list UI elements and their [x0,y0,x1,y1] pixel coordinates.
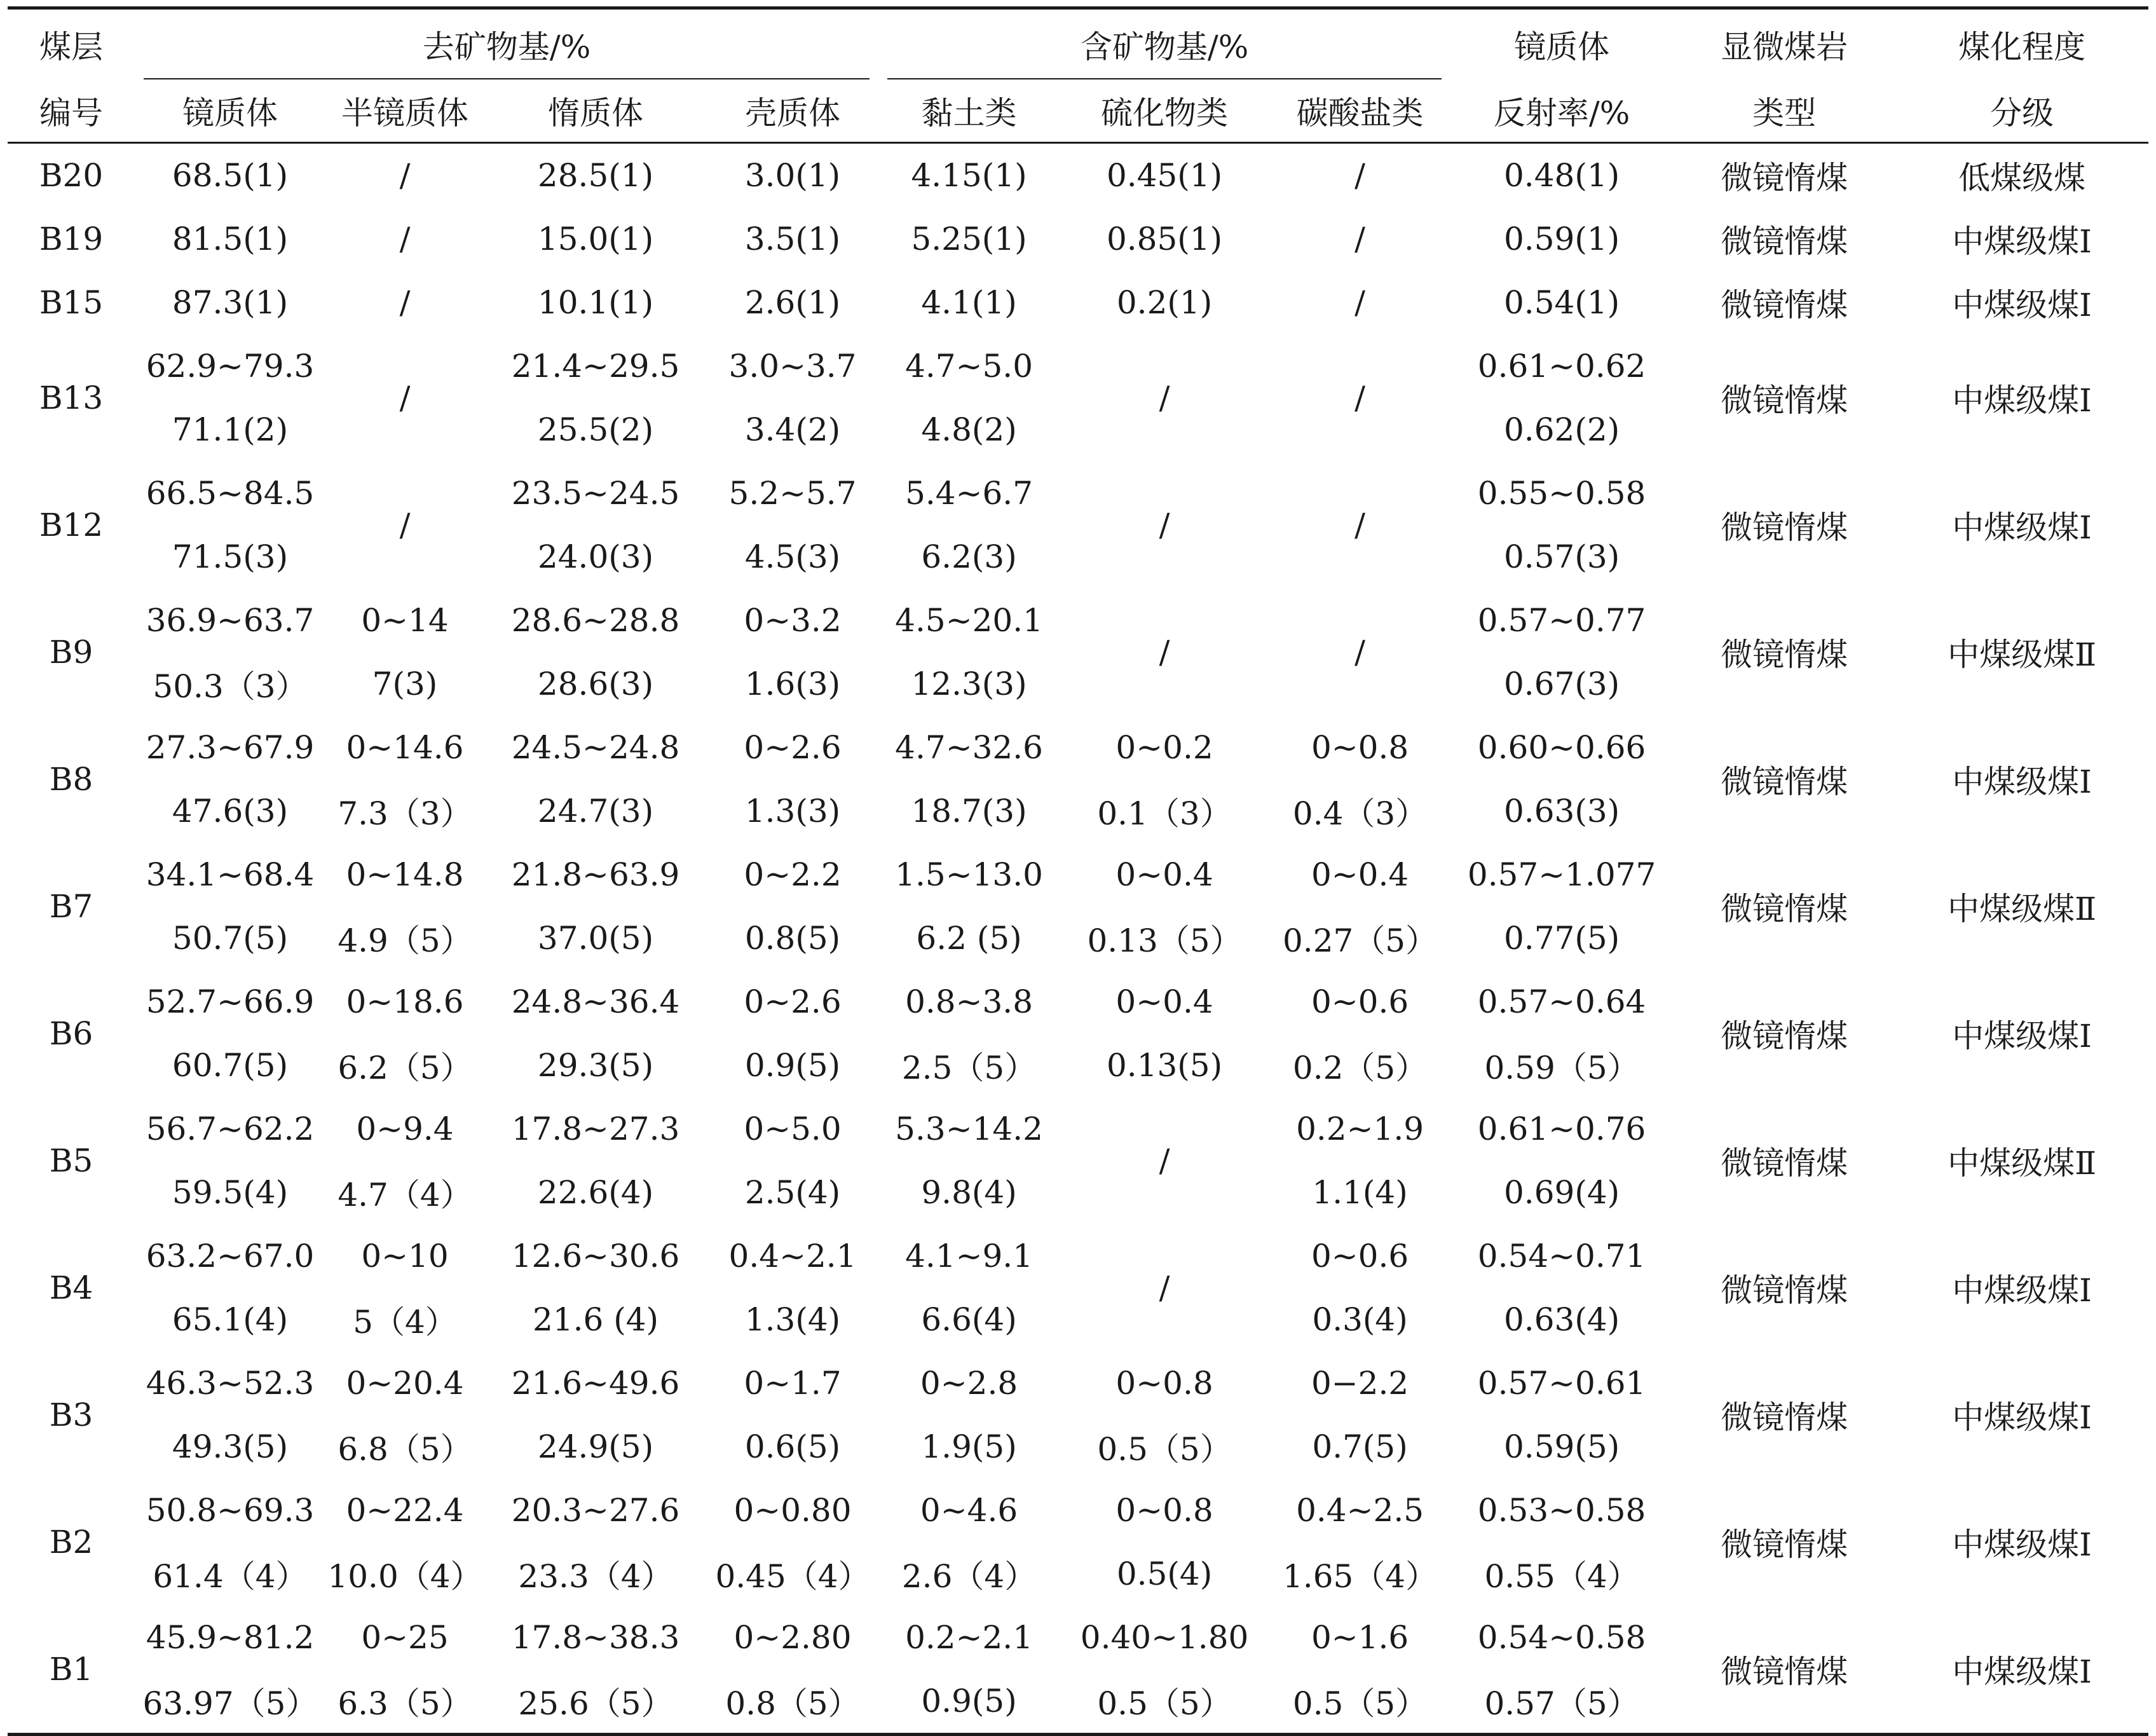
clay-cell-range: 0~4.6 [920,1492,1018,1529]
sulfide-cell-range: 0~0.4 [1116,856,1213,893]
semivitrinite-cell-range: 0~22.4 [346,1492,464,1529]
reflectance-cell-mean: 0.55（4） [1484,1558,1639,1595]
lithotype-cell: 微镜惰煤 [1721,382,1848,419]
clay-cell-range: 4.7~5.0 [905,348,1034,385]
table-row [8,716,2148,779]
exinite-cell-mean: 4.5(3) [744,538,841,575]
semivitrinite-cell-mean: 6.3（5） [325,1669,484,1735]
carbonate-cell-mean: 0.4（3） [1292,795,1428,832]
inertinite-cell-range: 24.5~24.8 [511,729,680,766]
reflectance-cell-mean: 0.57（5） [1450,1669,1673,1735]
rank-cell: 中煤级煤Ⅰ [1952,763,2092,800]
vitrinite-cell-range: 63.2~67.0 [146,1238,315,1275]
inertinite-cell-mean: 24.0(3) [537,538,654,575]
inertinite-cell-range: 17.8~27.3 [511,1111,680,1147]
header-semivitrinite: 半镜质体 [325,79,484,143]
lithotype-cell: 微镜惰煤 [1721,763,1848,800]
exinite-cell: 3.5(1) [744,221,841,257]
table-row [8,1351,2148,1415]
clay-cell-range: 0.8~3.8 [905,983,1034,1020]
inertinite-cell-mean: 37.0(5) [537,920,654,957]
inertinite-cell-mean: 22.6(4) [537,1174,654,1211]
carbonate-cell-range: 0~0.8 [1311,729,1409,766]
header-lithotype-line2: 类型 [1673,79,1895,143]
table-row [8,1097,2148,1161]
inertinite-cell-mean: 24.7(3) [537,793,654,830]
reflectance-cell-range: 0.54~0.58 [1477,1619,1646,1656]
semivitrinite-cell-range: 0~10 [361,1238,449,1275]
header-group-mineral-bearing: 含矿物基/% [878,8,1450,80]
carbonate-cell: / [1354,157,1365,194]
exinite-cell-range: 0~5.0 [744,1111,842,1147]
lithotype-cell: 微镜惰煤 [1721,509,1848,546]
seam-id-cell: B4 [49,1269,93,1306]
vitrinite-cell-mean: 71.5(3) [172,538,289,575]
carbonate-cell-mean: 0.7(5) [1312,1428,1408,1465]
carbonate-cell-range: 0~0.6 [1311,1238,1409,1275]
exinite-cell-mean: 0.9(5) [744,1047,841,1084]
clay-cell-range: 4.1~9.1 [905,1238,1034,1275]
clay-cell: 5.25(1) [911,221,1027,257]
inertinite-cell-range: 28.6~28.8 [511,602,680,639]
table-header [8,8,2148,143]
lithotype-cell: 微镜惰煤 [1721,1399,1848,1436]
inertinite-cell-range: 21.4~29.5 [511,348,680,385]
semivitrinite-cell: / [399,284,411,321]
exinite-cell: 2.6(1) [744,284,841,321]
vitrinite-cell-range: 45.9~81.2 [146,1619,315,1656]
rank-cell: 中煤级煤Ⅱ [1948,891,2097,927]
header-reflectance-line2: 反射率/% [1450,79,1673,143]
table-row [8,334,2148,398]
seam-id-cell: B1 [8,1606,135,1735]
vitrinite-cell-mean: 49.3(5) [172,1428,289,1465]
seam-id-cell: B9 [49,634,93,671]
sulfide-cell-mean: 0.5（5） [1060,1669,1269,1735]
semivitrinite-cell-range: 0~14.8 [346,856,464,893]
reflectance-cell-mean: 0.63(3) [1504,793,1620,830]
clay-cell-range: 0.2~2.1 [905,1619,1034,1656]
lithotype-cell: 微镜惰煤 [1721,223,1848,260]
exinite-cell-range: 3.0~3.7 [728,348,857,385]
vitrinite-cell-mean: 61.4（4） [153,1558,308,1595]
inertinite-cell-mean: 24.9(5) [537,1428,654,1465]
reflectance-cell-mean: 0.62(2) [1504,411,1620,448]
vitrinite-cell-range: 27.3~67.9 [146,729,315,766]
exinite-cell-range: 0~2.6 [744,983,842,1020]
clay-cell-range: 1.5~13.0 [895,856,1043,893]
lithotype-cell: 微镜惰煤 [1721,636,1848,673]
inertinite-cell-mean: 21.6 (4) [532,1301,659,1338]
clay-cell-mean: 2.5（5） [901,1049,1037,1086]
rank-cell: 中煤级煤Ⅰ [1952,509,2092,546]
exinite-cell-mean: 2.5(4) [744,1174,841,1211]
clay-cell-range: 4.5~20.1 [895,602,1043,639]
vitrinite-cell-range: 66.5~84.5 [146,475,315,512]
table-row [8,843,2148,906]
header-inertinite: 惰质体 [484,79,707,143]
clay-cell-range: 4.7~32.6 [895,729,1043,766]
exinite-cell-mean: 1.3(3) [744,793,841,830]
sulfide-cell-mean: 0.13(5) [1106,1047,1223,1084]
semivitrinite-cell-mean: 4.9（5） [338,922,472,959]
reflectance-cell-mean: 0.59(5) [1504,1428,1620,1465]
rank-cell: 中煤级煤Ⅰ [1952,1399,2092,1436]
header-sulfide: 硫化物类 [1060,79,1269,143]
reflectance-cell-range: 0.61~0.76 [1477,1111,1646,1147]
clay-cell: 4.15(1) [911,157,1027,194]
clay-cell-mean: 6.2(3) [921,538,1017,575]
lithotype-cell: 微镜惰煤 [1721,891,1848,927]
rank-cell: 中煤级煤Ⅰ [1952,1526,2092,1563]
header-group-mineral-free: 去矿物基/% [135,8,878,80]
clay-cell-range: 5.4~6.7 [905,475,1034,512]
carbonate-cell-range: 0−2.2 [1311,1365,1409,1402]
header-rank-line2: 分级 [1895,79,2148,143]
seam-id-cell: B13 [39,379,104,416]
sulfide-cell: / [1159,1269,1170,1306]
clay-cell-mean: 4.8(2) [921,411,1017,448]
semivitrinite-cell-range: 0~20.4 [346,1365,464,1402]
vitrinite-cell: 81.5(1) [172,221,289,257]
carbonate-cell: / [1354,284,1365,321]
seam-id-cell: B12 [39,507,104,543]
table-row [8,143,2148,208]
header-seam-line2: 编号 [8,79,135,143]
inertinite-cell-mean: 28.6(3) [537,666,654,702]
inertinite-cell-range: 21.6~49.6 [511,1365,680,1402]
carbonate-cell-mean: 0.3(4) [1312,1301,1408,1338]
carbonate-cell-mean: 1.1(4) [1312,1174,1408,1211]
semivitrinite-cell-range: 0~9.4 [356,1111,454,1147]
header-exinite: 壳质体 [707,79,878,143]
vitrinite-cell-range: 56.7~62.2 [146,1111,315,1147]
exinite-cell-range: 0.4~2.1 [728,1238,857,1275]
carbonate-cell-mean: 0.5（5） [1269,1669,1450,1735]
rank-cell: 低煤级煤 [1958,160,2086,196]
semivitrinite-cell-mean: 5（4） [353,1304,457,1341]
exinite-cell-mean: 0.8(5) [744,920,841,957]
reflectance-cell-range: 0.57~0.77 [1477,602,1646,639]
sulfide-cell-range: 0.40~1.80 [1080,1619,1249,1656]
reflectance-cell-range: 0.53~0.58 [1477,1492,1646,1529]
rank-cell: 中煤级煤Ⅱ [1948,636,2097,673]
table-row [8,207,2148,271]
semivitrinite-cell-mean: 10.0（4） [327,1558,482,1595]
inertinite-cell: 10.1(1) [537,284,654,321]
carbonate-cell-range: 0.4~2.5 [1296,1492,1424,1529]
semivitrinite-cell-range: 0~18.6 [346,983,464,1020]
sulfide-cell-mean: 0.1（3） [1097,795,1232,832]
exinite-cell-range: 0~2.2 [744,856,842,893]
seam-id-cell: B8 [49,761,93,798]
table-row [8,461,2148,525]
reflectance-cell-mean: 0.63(4) [1504,1301,1620,1338]
rank-cell: 中煤级煤Ⅰ [1952,223,2092,260]
exinite-cell-range: 5.2~5.7 [728,475,857,512]
clay-cell-mean: 18.7(3) [911,793,1027,830]
semivitrinite-cell-mean: 6.8（5） [338,1431,472,1468]
reflectance-cell: 0.59(1) [1504,221,1620,257]
table-row [8,970,2148,1034]
header-clay: 黏土类 [878,79,1060,143]
semivitrinite-cell-range: 0~14 [361,602,449,639]
table-row [8,1224,2148,1288]
inertinite-cell-mean: 23.3（4） [518,1558,673,1595]
sulfide-cell: / [1159,1142,1170,1179]
rank-cell: 中煤级煤Ⅰ [1895,1606,2148,1735]
sulfide-cell-range: 0~0.2 [1116,729,1213,766]
exinite-cell-mean: 3.4(2) [744,411,841,448]
clay-cell-range: 5.3~14.2 [895,1111,1043,1147]
exinite-cell-range: 0~3.2 [744,602,842,639]
sulfide-cell: 0.2(1) [1116,284,1213,321]
lithotype-cell: 微镜惰煤 [1673,1606,1895,1735]
vitrinite-cell-mean: 47.6(3) [172,793,289,830]
header-seam-line1: 煤层 [8,8,135,80]
semivitrinite-cell-mean: 6.2（5） [338,1049,472,1086]
sulfide-cell-mean: 0.5（5） [1097,1431,1232,1468]
reflectance-cell-range: 0.57~1.077 [1467,856,1656,893]
header-rank-line1: 煤化程度 [1895,8,2148,80]
inertinite-cell-range: 20.3~27.6 [511,1492,680,1529]
reflectance-cell-range: 0.60~0.66 [1477,729,1646,766]
semivitrinite-cell: / [399,221,411,257]
seam-id-cell: B5 [49,1142,93,1179]
rank-cell: 中煤级煤Ⅰ [1952,1018,2092,1055]
clay-cell-mean: 1.9(5) [921,1428,1017,1465]
inertinite-cell-range: 21.8~63.9 [511,856,680,893]
vitrinite-cell-mean: 63.97（5） [135,1669,325,1735]
vitrinite-cell-range: 50.8~69.3 [146,1492,315,1529]
clay-cell-mean: 12.3(3) [911,666,1027,702]
seam-id-cell: B15 [39,284,104,321]
vitrinite-cell-mean: 65.1(4) [172,1301,289,1338]
table-row [8,1606,2148,1669]
rank-cell: 中煤级煤Ⅰ [1952,1272,2092,1309]
header-carbonate: 碳酸盐类 [1269,79,1450,143]
vitrinite-cell-range: 52.7~66.9 [146,983,315,1020]
sulfide-cell-range: 0~0.8 [1116,1492,1213,1529]
semivitrinite-cell: / [399,157,411,194]
rank-cell: 中煤级煤Ⅱ [1948,1145,2097,1182]
reflectance-cell: 0.54(1) [1504,284,1620,321]
rank-cell: 中煤级煤Ⅰ [1952,287,2092,324]
vitrinite-cell-mean: 50.7(5) [172,920,289,957]
semivitrinite-cell-range: 0~14.6 [346,729,464,766]
header-reflectance-line1: 镜质体 [1450,8,1673,80]
carbonate-cell: / [1354,221,1365,257]
semivitrinite-cell-mean: 7(3) [372,666,438,702]
clay-cell-mean: 0.9(5) [878,1669,1060,1735]
inertinite-cell-mean: 25.5(2) [537,411,654,448]
clay-cell-range: 0~2.8 [920,1365,1018,1402]
sulfide-cell-range: 0~0.4 [1116,983,1213,1020]
vitrinite-cell-mean: 71.1(2) [172,411,289,448]
sulfide-cell: / [1159,379,1170,416]
vitrinite-cell-range: 62.9~79.3 [146,348,315,385]
exinite-cell-range: 0~0.80 [733,1492,852,1529]
carbonate-cell-mean: 0.27（5） [1282,922,1438,959]
inertinite-cell-range: 12.6~30.6 [511,1238,680,1275]
sulfide-cell: / [1159,634,1170,671]
semivitrinite-cell: / [399,379,411,416]
clay-cell-mean: 6.2 (5) [916,920,1022,957]
lithotype-cell: 微镜惰煤 [1721,287,1848,324]
table-body [8,143,2148,1735]
sulfide-cell: 0.45(1) [1106,157,1223,194]
inertinite-cell-mean: 29.3(5) [537,1047,654,1084]
carbonate-cell-range: 0~1.6 [1311,1619,1409,1656]
clay-cell-mean: 2.6（4） [901,1558,1037,1595]
reflectance-cell-mean: 0.57(3) [1504,538,1620,575]
rank-cell: 中煤级煤Ⅰ [1952,382,2092,419]
inertinite-cell-range: 17.8~38.3 [511,1619,680,1656]
exinite-cell-range: 0~2.80 [733,1619,852,1656]
table-row [8,271,2148,334]
seam-id-cell: B7 [49,888,93,925]
exinite-cell-mean: 1.3(4) [744,1301,841,1338]
header-vitrinite: 镜质体 [135,79,325,143]
lithotype-cell: 微镜惰煤 [1721,1272,1848,1309]
carbonate-cell: / [1354,379,1365,416]
vitrinite-cell-mean: 59.5(4) [172,1174,289,1211]
reflectance-cell-range: 0.55~0.58 [1477,475,1646,512]
sulfide-cell: / [1159,507,1170,543]
semivitrinite-cell-mean: 4.7（4） [338,1177,472,1213]
vitrinite-cell-mean: 50.3（3） [153,668,308,705]
inertinite-cell: 28.5(1) [537,157,654,194]
clay-cell-mean: 9.8(4) [921,1174,1017,1211]
vitrinite-cell-range: 36.9~63.7 [146,602,315,639]
exinite-cell-mean: 0.45（4） [715,1558,870,1595]
inertinite-cell-range: 24.8~36.4 [511,983,680,1020]
carbonate-cell: / [1354,634,1365,671]
reflectance-cell-mean: 0.69(4) [1504,1174,1620,1211]
coal-maceral-table [8,6,2148,1736]
reflectance-cell: 0.48(1) [1504,157,1620,194]
vitrinite-cell-range: 46.3~52.3 [146,1365,315,1402]
semivitrinite-cell-mean: 7.3（3） [338,795,472,832]
seam-id-cell: B19 [39,221,104,257]
exinite-cell-mean: 1.6(3) [744,666,841,702]
sulfide-cell: 0.85(1) [1106,221,1223,257]
carbonate-cell: / [1354,507,1365,543]
seam-id-cell: B3 [49,1397,93,1433]
sulfide-cell-mean: 0.13（5） [1087,922,1242,959]
reflectance-cell-range: 0.54~0.71 [1477,1238,1646,1275]
reflectance-cell-mean: 0.67(3) [1504,666,1620,702]
exinite-cell-mean: 0.6(5) [744,1428,841,1465]
table-row [8,1479,2148,1542]
carbonate-cell-range: 0~0.4 [1311,856,1409,893]
header-lithotype-line1: 显微煤岩 [1673,8,1895,80]
table-row [8,589,2148,652]
semivitrinite-cell-range: 0~25 [361,1619,449,1656]
seam-id-cell: B2 [49,1524,93,1561]
carbonate-cell-mean: 0.2（5） [1292,1049,1428,1086]
carbonate-cell-range: 0.2~1.9 [1296,1111,1424,1147]
reflectance-cell-range: 0.57~0.64 [1477,983,1646,1020]
lithotype-cell: 微镜惰煤 [1721,1526,1848,1563]
sulfide-cell-mean: 0.5(4) [1116,1555,1213,1592]
vitrinite-cell-range: 34.1~68.4 [146,856,315,893]
inertinite-cell-mean: 25.6（5） [484,1669,707,1735]
clay-cell: 4.1(1) [921,284,1017,321]
seam-id-cell: B6 [49,1015,93,1052]
seam-id-cell: B20 [39,157,104,194]
inertinite-cell-range: 23.5~24.5 [511,475,680,512]
exinite-cell-mean: 0.8（5） [707,1669,878,1735]
lithotype-cell: 微镜惰煤 [1721,1018,1848,1055]
clay-cell-mean: 6.6(4) [921,1301,1017,1338]
carbonate-cell-mean: 1.65（4） [1282,1558,1438,1595]
vitrinite-cell-mean: 60.7(5) [172,1047,289,1084]
sulfide-cell-range: 0~0.8 [1116,1365,1213,1402]
inertinite-cell: 15.0(1) [537,221,654,257]
semivitrinite-cell: / [399,507,411,543]
vitrinite-cell: 87.3(1) [172,284,289,321]
lithotype-cell: 微镜惰煤 [1721,160,1848,196]
carbonate-cell-range: 0~0.6 [1311,983,1409,1020]
lithotype-cell: 微镜惰煤 [1721,1145,1848,1182]
reflectance-cell-range: 0.61~0.62 [1477,348,1646,385]
reflectance-cell-mean: 0.59（5） [1484,1049,1639,1086]
reflectance-cell-mean: 0.77(5) [1504,920,1620,957]
exinite-cell-range: 0~1.7 [744,1365,842,1402]
reflectance-cell-range: 0.57~0.61 [1477,1365,1646,1402]
exinite-cell-range: 0~2.6 [744,729,842,766]
exinite-cell: 3.0(1) [744,157,841,194]
vitrinite-cell: 68.5(1) [172,157,289,194]
